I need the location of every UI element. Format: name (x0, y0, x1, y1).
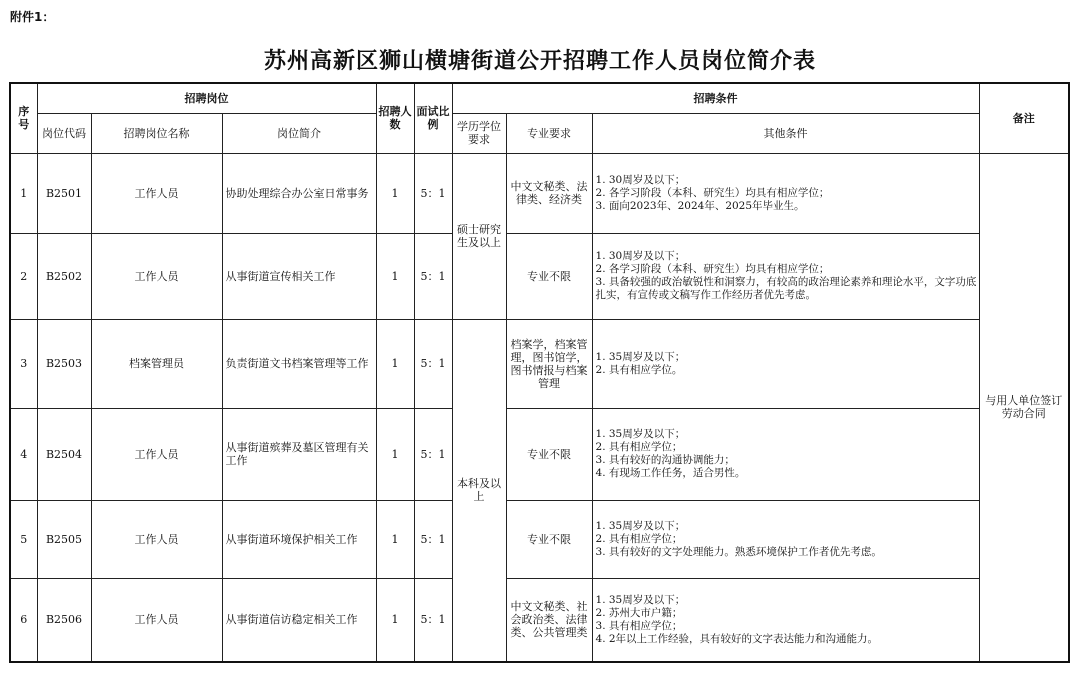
row-ratio: 5：1 (414, 233, 452, 319)
row-major: 专业不限 (506, 233, 592, 319)
row-index: 3 (10, 319, 37, 408)
row-name: 工作人员 (91, 233, 222, 319)
table-row (10, 153, 1069, 233)
condition-line: 1. 35周岁及以下； (595, 593, 686, 606)
header-position-group: 招聘岗位 (37, 83, 376, 113)
row-code: B2502 (37, 233, 91, 319)
condition-line: 2. 具有相应学位； (595, 441, 683, 453)
row-ratio: 5：1 (414, 153, 452, 233)
row-major: 专业不限 (506, 500, 592, 578)
row-conditions (592, 233, 979, 319)
header-major: 专业要求 (506, 113, 592, 153)
row-code: B2505 (37, 500, 91, 578)
row-major: 档案学，档案管理，图书馆学，图书情报与档案管理 (506, 319, 592, 408)
condition-line: 1. 35周岁及以下； (595, 428, 686, 440)
table-row (10, 319, 1069, 408)
table-row (10, 578, 1069, 662)
row-name: 工作人员 (91, 153, 222, 233)
header-interview-ratio: 面试比例 (414, 83, 452, 153)
row-conditions (592, 578, 979, 662)
header-index: 序号 (10, 83, 37, 153)
row-headcount: 1 (376, 578, 414, 662)
header-headcount: 招聘人数 (376, 83, 414, 153)
table-row (10, 408, 1069, 500)
row-conditions (592, 153, 979, 233)
condition-line: 3. 具有较好的文字处理能力。熟悉环境保护工作者优先考虑。 (595, 545, 882, 558)
row-ratio: 5：1 (414, 408, 452, 500)
row-ratio: 5：1 (414, 500, 452, 578)
condition-line: 1. 35周岁及以下； (595, 350, 686, 363)
row-headcount: 1 (376, 408, 414, 500)
condition-line: 3. 具有相应学位； (595, 619, 683, 632)
condition-line: 2. 苏州大市户籍； (595, 606, 683, 619)
row-conditions (592, 319, 979, 408)
condition-line: 4. 有现场工作任务，适合男性。 (595, 467, 746, 479)
education-group-undergraduate: 本科及以上 (452, 319, 506, 662)
condition-line: 2. 各学习阶段（本科、研究生）均具有相应学位； (595, 263, 830, 275)
row-name: 工作人员 (91, 500, 222, 578)
row-code: B2503 (37, 319, 91, 408)
row-index: 1 (10, 153, 37, 233)
condition-line: 3. 面向2023年、2024年、2025年毕业生。 (595, 199, 805, 212)
header-remarks: 备注 (979, 83, 1069, 153)
row-headcount: 1 (376, 153, 414, 233)
remark-cell: 与用人单位签订劳动合同 (979, 153, 1069, 662)
condition-line: 2. 具有相应学位； (595, 532, 683, 545)
attachment-label: 附件1： (10, 10, 55, 24)
row-headcount: 1 (376, 319, 414, 408)
row-description: 负责街道文书档案管理等工作 (222, 319, 376, 408)
header-name: 招聘岗位名称 (91, 113, 222, 153)
row-description: 从事街道环境保护相关工作 (222, 500, 376, 578)
row-headcount: 1 (376, 500, 414, 578)
header-description: 岗位简介 (222, 113, 376, 153)
row-index: 5 (10, 500, 37, 578)
condition-line: 2. 具有相应学位。 (595, 363, 683, 376)
row-conditions (592, 408, 979, 500)
table-row (10, 233, 1069, 319)
row-code: B2504 (37, 408, 91, 500)
row-index: 4 (10, 408, 37, 500)
row-description: 从事街道信访稳定相关工作 (222, 578, 376, 662)
condition-line: 1. 30周岁及以下； (595, 250, 686, 262)
row-index: 6 (10, 578, 37, 662)
header-other: 其他条件 (592, 113, 979, 153)
condition-line: 1. 35周岁及以下； (595, 519, 686, 532)
row-code: B2506 (37, 578, 91, 662)
row-description: 从事街道宣传相关工作 (222, 233, 376, 319)
header-code: 岗位代码 (37, 113, 91, 153)
education-group-graduate: 硕士研究生及以上 (452, 153, 506, 319)
row-name: 工作人员 (91, 408, 222, 500)
row-ratio: 5：1 (414, 578, 452, 662)
row-code: B2501 (37, 153, 91, 233)
row-index: 2 (10, 233, 37, 319)
row-major: 中文文秘类、法律类、经济类 (506, 153, 592, 233)
header-conditions-group: 招聘条件 (452, 83, 979, 113)
table-row (10, 500, 1069, 578)
condition-line: 1. 30周岁及以下； (595, 173, 686, 186)
positions-table (9, 82, 1070, 663)
condition-line: 3. 具有较好的沟通协调能力； (595, 454, 735, 466)
row-name: 工作人员 (91, 578, 222, 662)
page-title: 苏州高新区狮山横塘街道公开招聘工作人员岗位简介表 (263, 49, 816, 74)
condition-line: 3. 具备较强的政治敏锐性和洞察力，有较高的政治理论素养和理论水平，文字功底扎实，有宣传或文稿写作工作经历者优先考虑。 (595, 276, 977, 301)
row-ratio: 5：1 (414, 319, 452, 408)
row-description: 协助处理综合办公室日常事务 (222, 153, 376, 233)
row-description: 从事街道殡葬及墓区管理有关工作 (222, 408, 376, 500)
row-major: 专业不限 (506, 408, 592, 500)
header-education: 学历学位要求 (452, 113, 506, 153)
row-conditions (592, 500, 979, 578)
condition-line: 4. 2年以上工作经验，具有较好的文字表达能力和沟通能力。 (595, 632, 879, 645)
condition-line: 2. 各学习阶段（本科、研究生）均具有相应学位； (595, 186, 830, 199)
row-name: 档案管理员 (91, 319, 222, 408)
row-headcount: 1 (376, 233, 414, 319)
row-major: 中文文秘类、社会政治类、法律类、公共管理类 (506, 578, 592, 662)
